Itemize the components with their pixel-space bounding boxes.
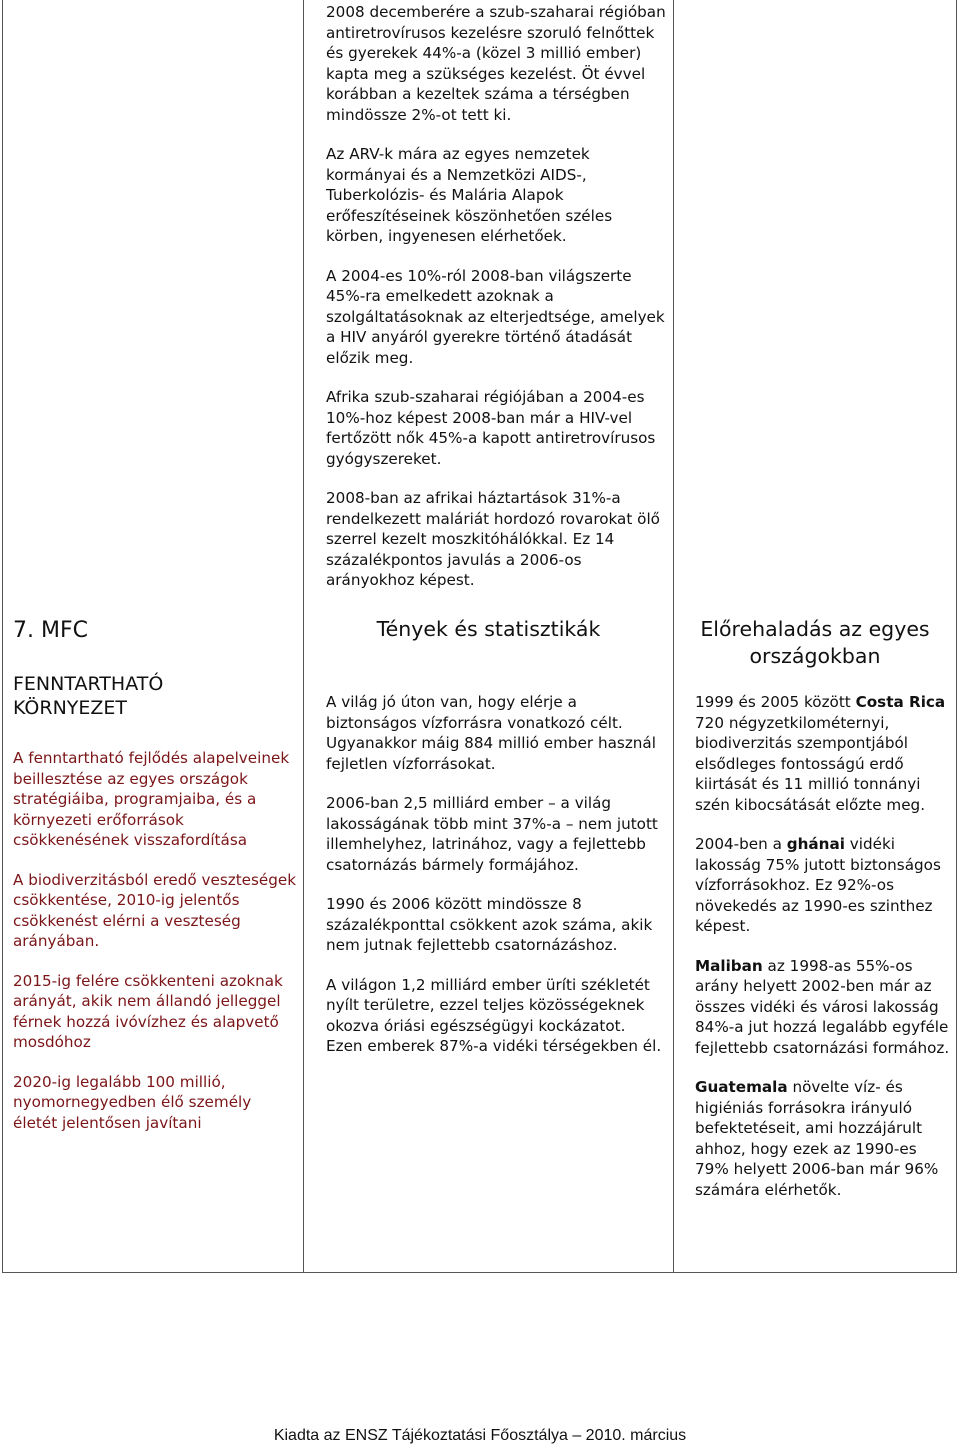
progress-country: ghánai (786, 835, 845, 853)
progress-text: 1999 és 2005 között (695, 693, 856, 711)
progress-item (695, 834, 950, 937)
progress-text: az 1998-as 55%-os arány helyett 2002-ben már az összes vidéki és városi lakosság 84%-a jut hozzá legalább egyféle fejlettebb csatornázási formához. (695, 956, 950, 1057)
facts-cell (326, 692, 666, 1057)
top-facts-cell (326, 2, 666, 591)
progress-text: növelte víz- és higiéniás forrásokra irányuló befektetéseit, ami hozzájárult ahhoz, hogy ezek az 1990-es 79% helyett 2006-ban már 96% számára elérhetők. (695, 1078, 939, 1199)
goal-target: 2015-ig felére csökkenteni azoknak arányát, akik nem állandó jelleggel férnek hozzá ivóvízhez és alapvető mosdóhoz (13, 971, 283, 1051)
table-divider-2 (673, 0, 674, 1273)
progress-text: 2004-ben a (695, 835, 787, 853)
top-paragraph: Afrika szub-szaharai régiójában a 2004-es 10%-hoz képest 2008-ban már a HIV-vel fertőzött nők 45%-a kapott antiretrovírusos gyógyszereket. (326, 388, 656, 468)
top-paragraph: A 2004-es 10%-ról 2008-ban világszerte 45%-ra emelkedett azoknak a szolgáltatásoknak az elterjedtsége, amelyek a HIV anyáról gyerekre történő átadását előzik meg. (326, 266, 665, 367)
progress-heading: Előrehaladás az egyes országokban (700, 617, 930, 668)
table-border-bottom (2, 1272, 957, 1273)
fact-paragraph: 2006-ban 2,5 milliárd ember – a világ lakosságának több mint 37%-a – nem jutott illemhelyhez, latrinához, vagy a fejlettebb csatornázás bármely formájához. (326, 794, 658, 874)
progress-item (695, 1077, 950, 1200)
fact-paragraph: 1990 és 2006 között mindössze 8 százalékponttal csökkent azok száma, akik nem jutnak fejlettebb csatornázáshoz. (326, 895, 653, 954)
goal-target: 2020-ig legalább 100 millió, nyomornegyedben élő személy életét jelentősen javítani (13, 1072, 252, 1132)
goal-targets (13, 748, 298, 1133)
goal-title: 7. MFC (13, 618, 88, 643)
facts-heading: Tények és statisztikák (376, 617, 601, 641)
top-paragraph: 2008 decemberére a szub-szaharai régióban antiretrovírusos kezelésre szoruló felnőttek és gyerekek 44%-a (közel 3 millió ember) kapta meg a szükséges kezelést. Öt évvel korábban a kezeltek száma a térségben mindössze 2%-ot tett ki. (326, 3, 666, 124)
fact-paragraph: A világon 1,2 milliárd ember üríti székletét nyílt területre, ezzel teljes közösségeknek okozva óriási egészségügyi kockázatot. Ezen emberek 87%-a vidéki térségekben él. (326, 975, 662, 1055)
top-paragraph: Az ARV-k mára az egyes nemzetek kormányai és a Nemzetközi AIDS-, Tuberkolózis- és Malária Alapok erőfeszítéseinek köszönhetően széles körben, ingyenesen elérhetőek. (326, 145, 613, 245)
top-paragraph: 2008-ban az afrikai háztartások 31%-a rendelkezett maláriát hordozó rovarokat ölő szerrel kezelt moszkitóhálókkal. Ez 14 százalékpontos javulás a 2006-os arányokhoz képest. (326, 489, 660, 589)
table-border-right (956, 0, 957, 1273)
progress-text: vidéki lakosság 75% jutott biztonságos vízforrásokhoz. Ez 92%-os növekedés az 1990-es szinthez képest. (695, 835, 941, 935)
progress-item (695, 692, 950, 815)
page-footer: Kiadta az ENSZ Tájékoztatási Főosztálya – 2010. március (273, 1427, 687, 1444)
table-border-left (2, 0, 3, 1273)
goal-subtitle (13, 672, 163, 720)
goal-subtitle-line: FENNTARTHATÓ (13, 673, 164, 695)
goal-target: A fenntartható fejlődés alapelveinek beillesztése az egyes országok stratégiáiba, programjaiba, és a környezeti erőforrások csökkenésének visszafordítása (13, 749, 290, 849)
goal-subtitle-line: KÖRNYEZET (13, 697, 128, 719)
progress-country: Costa Rica (855, 693, 946, 711)
fact-paragraph: A világ jó úton van, hogy elérje a biztonságos vízforrásra vonatkozó célt. Ugyanakkor máig 884 millió ember használ fejletlen vízforrásokat. (326, 693, 656, 773)
progress-text: 720 négyzetkilométernyi, biodiverzitás szempontjából elsődleges fontosságú erdő kiirtását és 11 millió tonnányi szén kibocsátását előzte meg. (695, 713, 926, 814)
goal-target: A biodiverzitásból eredő veszteségek csökkentése, 2010-ig jelentős csökkenést elérni a veszteség arányában. (13, 870, 297, 950)
progress-cell (695, 692, 950, 1200)
progress-country: Guatemala (695, 1078, 788, 1096)
progress-item (695, 956, 950, 1059)
progress-country: Maliban (695, 956, 763, 975)
